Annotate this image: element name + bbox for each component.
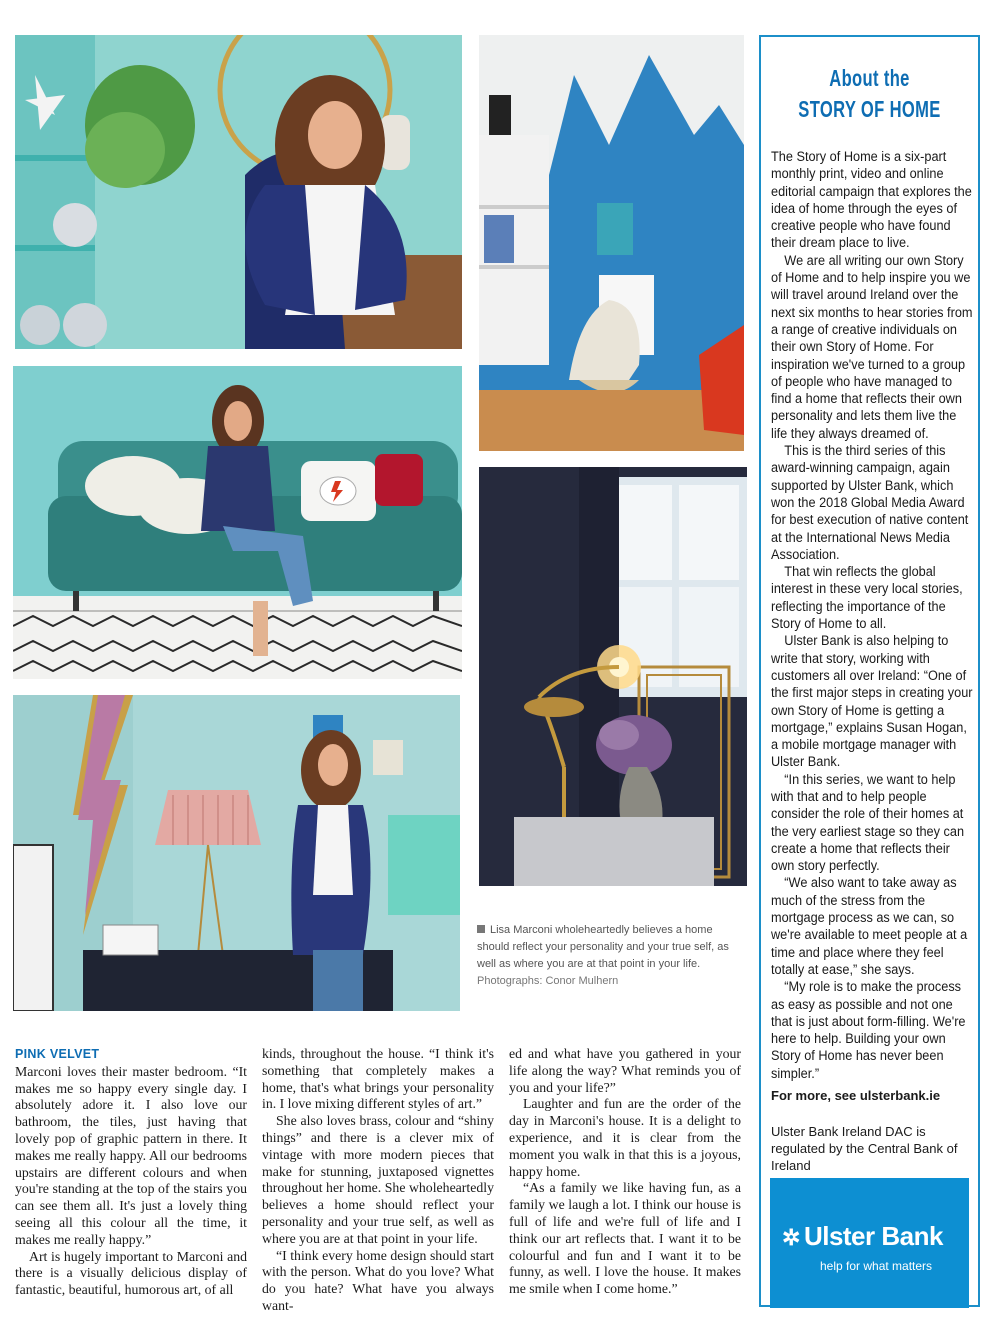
photo-credit: Photographs: Conor Mulhern xyxy=(477,975,619,987)
sidebar-paragraph: “In this series, we want to help with that and to help people consider the role of their homes at the very earliest stage so they can create a home that reflects their own story perfectly. xyxy=(771,771,965,874)
article-paragraph: She also loves brass, colour and “shiny things” and there is a clever mix of vintage with more modern pieces that make for stunning, juxtaposed vignettes throughout her home. She wholeheartedly believes a home should reflect your personality and your true self, as well as where you are at that point in your life. xyxy=(262,1113,494,1246)
ulster-bank-logo xyxy=(770,1178,969,1308)
sidebar-paragraph: That win reflects the global interest in these very local stories, reflecting the importance of the Story of Home to all. xyxy=(771,564,963,632)
sidebar-body xyxy=(771,148,974,1082)
sidebar-legal-text: Ulster Bank Ireland DAC is regulated by the Central Bank of Ireland xyxy=(771,1124,958,1173)
photo-caption xyxy=(477,922,747,990)
article-paragraph: Laughter and fun are the order of the day in Marconi's house. It is a delight to experience, and it is clear from the moment you walk in that this is a joyous, happy home. xyxy=(509,1096,741,1179)
sidebar-title-line-2: STORY OF HOME xyxy=(798,96,941,122)
sidebar-paragraph: “We also want to take away as much of the stress from the mortgage process as we can, so we're available to meet people at a time and place where they feel totally at ease,” she says. xyxy=(771,875,968,977)
article-column-1 xyxy=(15,1046,247,1299)
sidebar-paragraph: We are all writing our own Story of Home and to help inspire you we will travel around Ireland over the next six months to hear stories from a range of creative individuals on their own Story of Home. For inspiration we've turned to a group of people who have managed to find a home that reflects their own personality and lets them live the life they always dreamed of. xyxy=(771,252,973,441)
sidebar-more-link-text: For more, see ulsterbank.ie xyxy=(771,1088,941,1103)
article-subhead: PINK VELVET xyxy=(15,1047,100,1061)
article-column-3 xyxy=(509,1046,741,1298)
article-paragraph: Art is hugely important to Marconi and there is a visually delicious display of fantastic, beautiful, humorous art, of all xyxy=(15,1248,247,1298)
sidebar-title xyxy=(791,63,947,125)
ulster-bank-tagline: help for what matters xyxy=(820,1259,933,1273)
article-paragraph: Marconi loves their master bedroom. “It makes me so happy every single day. I absolutely adore it. I also love our bathroom, the tiles, just having that lovely pop of graphic pattern in there. It makes me really happy. All our bedrooms upstairs are different colours and when you're standing at the top of the stairs you can see them all. It's just a lovely thing seeing all this colour all the time, it makes me really happy.” xyxy=(15,1063,247,1247)
story-of-home-sidebar xyxy=(759,35,980,1307)
ulster-bank-name: Ulster Bank xyxy=(803,1221,943,1251)
sidebar-title-line-1: About the xyxy=(829,65,910,91)
caption-text: Lisa Marconi wholeheartedly believes a home should reflect your personality and your true self, as well as where you are at that point in your life. xyxy=(477,924,729,970)
sidebar-paragraph: Ulster Bank is also helping to write that story, working with customers all over Ireland: “One of the first major steps in creating your own Story of Home is getting a mortgage,” explains Susan Hogan, a mobile mortgage manager with Ulster Bank. xyxy=(771,633,973,770)
article-column-2 xyxy=(262,1046,494,1315)
sidebar-paragraph: The Story of Home is a six-part monthly print, video and online editorial campaign that explores the idea of home through the eyes of creative people who have found their dream place to live. xyxy=(771,149,972,251)
ulster-bank-mark-icon: ✲ xyxy=(782,1225,800,1250)
article-paragraph: kinds, throughout the house. “I think it's something that completely makes a home, that's what brings your personality in. I love mixing different styles of art.” xyxy=(262,1046,494,1112)
photo-woman-on-sofa xyxy=(13,366,462,679)
sidebar-paragraph: This is the third series of this award-winning campaign, again supported by Ulster Bank, which won the 2018 Global Media Award for best execution of native content at the International News Media Association. xyxy=(771,443,969,562)
photo-woman-at-table xyxy=(15,35,462,349)
article-paragraph: ed and what have you gathered in your life along the way? What reminds you of you and your life?” xyxy=(509,1046,741,1095)
article-paragraph: “As a family we like having fun, as a family we laugh a lot. I think our house is full of life and we're full of life and I think our art reflects that. I want it to be colourful and fun and I want it to be funny, as well. I love the house. It makes me smile when I come home.” xyxy=(509,1180,741,1297)
article-paragraph: “I think every home design should start with the person. What do you love? What do you hate? What have you always want- xyxy=(262,1247,494,1313)
caption-square-icon xyxy=(477,925,485,933)
photo-brass-lamp-window xyxy=(479,467,747,886)
photo-mountain-wall-playroom xyxy=(479,35,744,451)
photo-woman-by-desk xyxy=(13,695,460,1011)
sidebar-paragraph: “My role is to make the process as easy as possible and not one that is just about form-filling. We're here to help. Building your own Story of Home has never been simpler.” xyxy=(771,979,966,1081)
ulster-bank-logo-wordmark xyxy=(782,1221,943,1252)
